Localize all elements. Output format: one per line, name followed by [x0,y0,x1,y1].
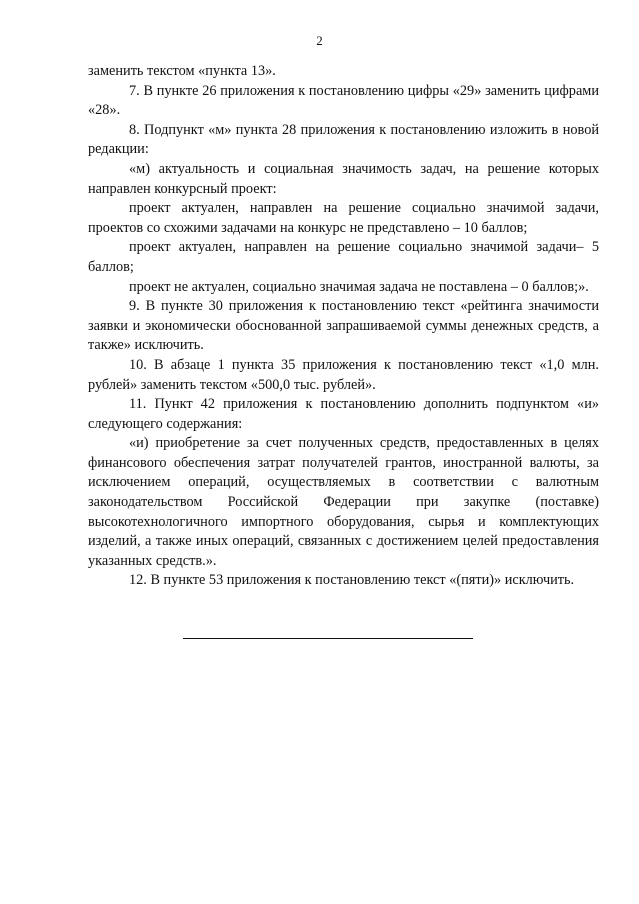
end-separator-line [183,638,473,639]
page-number: 2 [316,33,323,48]
paragraph-score-10: проект актуален, направлен на решение социально значимой задачи, проектов со схожими задачами на конкурс не представлено – 10 баллов; [88,200,599,236]
paragraph-continuation: заменить текстом «пункта 13». [88,63,276,79]
paragraph-score-0: проект не актуален, социально значимая задача не поставлена – 0 баллов;». [129,278,589,295]
paragraph-item-10: 10. В абзаце 1 пункта 35 приложения к постановлению текст «1,0 млн. рублей» заменить текстом «500,0 тыс. рублей». [88,356,599,393]
document-body [88,62,599,591]
paragraph-subitem-i: «и) приобретение за счет полученных средств, предоставленных в целях финансового обеспечения затрат получателей грантов, иностранной валюты, за исключением операций, осуществляемых в соответствии с валютным законодательством Российской Федерации при закупке (поставке) высокотехнологичного импортного оборудования, сырья и комплектующих изделий, а также иных операций, связанных с достижением целей предоставления указанных средств.». [88,435,599,569]
paragraph-item-12: 12. В пункте 53 приложения к постановлению текст «(пяти)» исключить. [129,572,575,589]
paragraph-subitem-m: «м) актуальность и социальная значимость задач, на решение которых направлен конкурсный проект: [88,160,599,197]
paragraph-score-5: проект актуален, направлен на решение социально значимой задачи– 5 баллов; [88,239,599,275]
paragraph-item-7: 7. В пункте 26 приложения к постановлению цифры «29» заменить цифрами «28». [88,82,599,119]
paragraph-item-8: 8. Подпункт «м» пункта 28 приложения к постановлению изложить в новой редакции: [88,121,599,158]
paragraph-item-11: 11. Пункт 42 приложения к постановлению дополнить подпунктом «и» следующего содержания: [88,396,599,432]
paragraph-item-9: 9. В пункте 30 приложения к постановлению текст «рейтинга значимости заявки и экономически обоснованной запрашиваемой суммы денежных средств, а также» исключить. [88,298,599,354]
